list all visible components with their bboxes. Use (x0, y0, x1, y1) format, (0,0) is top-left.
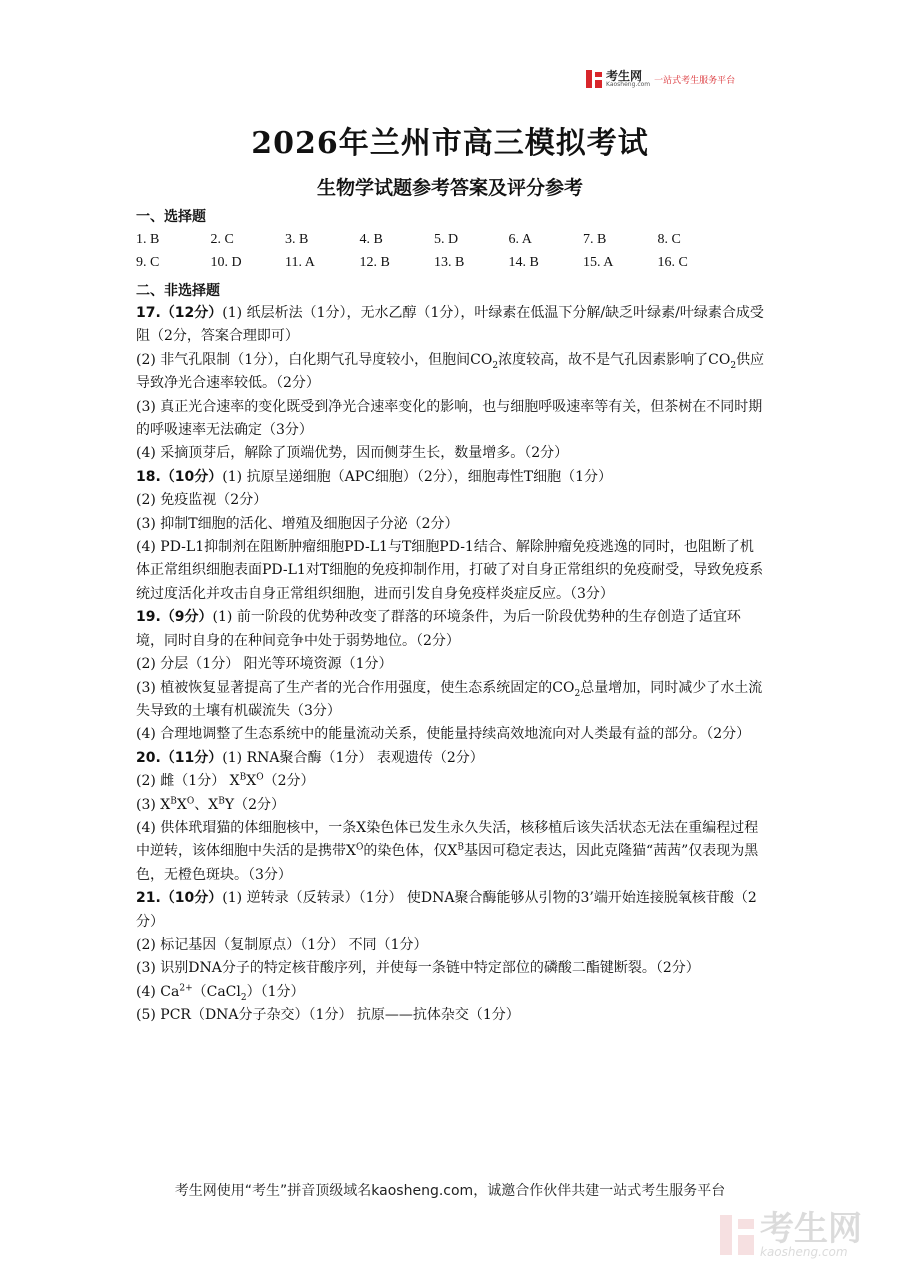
q19-part3: (3) 植被恢复显著提高了生产者的光合作用强度，使生态系统固定的$CO_2$总量增加，同时减少了水土流失导致的土壤有机碳流失（3分） (136, 679, 763, 719)
watermark-url: kaosheng.com (760, 1245, 848, 1259)
choice-answer: 3. B (285, 232, 309, 247)
q19-part4: (4) 合理地调整了生态系统中的能量流动关系，使能量持续高效地流向对人类最有益的部分。（2分） (136, 726, 751, 743)
q18-part2: (2) 免疫监视（2分） (136, 492, 268, 509)
question-number: 19.（9分） (136, 609, 213, 626)
choice-answer: 10. D (210, 255, 242, 270)
choice-answer-row (136, 251, 766, 274)
question-17 (136, 302, 766, 466)
logo-url: Kaosheng.com (606, 81, 651, 88)
q18-part1: 18.（10分）(1) 抗原呈递细胞（APC细胞）（2分），细胞毒性T细胞（1分） (136, 468, 612, 485)
q18-part3: (3) 抑制T细胞的活化、增殖及细胞因子分泌（2分） (136, 515, 459, 532)
q21-part3: (3) 识别DNA分子的特定核苷酸序列，并使每一条链中特定部位的磷酸二酯键断裂。（2分） (136, 960, 700, 977)
q18-part4: (4) PD-L1抑制剂在阻断肿瘤细胞PD-L1与T细胞PD-1结合、解除肿瘤免疫逃逸的同时，也阻断了机体正常组织细胞表面PD-L1对T细胞的免疫抑制作用，打破了对自身正常组织的免疫耐受，导致免疫系统过度活化并攻击自身正常组织细胞，进而引发自身免疫样炎症反应。（3分） (136, 539, 764, 602)
q20-part4: (4) 供体玳瑁猫的体细胞核中，一条X染色体已发生永久失活，核移植后该失活状态无法在重编程过程中逆转，该体细胞中失活的是携带$X^O$的染色体，仅$X^B$基因可稳定表达，因此克隆猫“茜茜”仅表现为黑色，无橙色斑块。（3分） (136, 819, 759, 883)
section-heading-nonchoice: 二、非选择题 (136, 283, 220, 299)
choice-answer: 11. A (285, 255, 315, 270)
logo-name: 考生网 (606, 69, 643, 83)
choice-answer: 2. C (210, 232, 234, 247)
question-20 (136, 747, 766, 887)
choice-answer: 9. C (136, 255, 160, 270)
q19-part1: 19.（9分）(1) 前一阶段的优势种改变了群落的环境条件，为后一阶段优势种的生存创造了适宜环境，同时自身的在种间竞争中处于弱势地位。（2分） (136, 609, 741, 649)
q21-part2: (2) 标记基因（复制原点）（1分） 不同（1分） (136, 936, 428, 953)
q21-part5: (5) PCR（DNA分子杂交）（1分） 抗原——抗体杂交（1分） (136, 1007, 520, 1024)
q17-part2: (2) 非气孔限制（1分），白化期气孔导度较小，但胞间$CO_2$浓度较高，故不是气孔因素影响了$CO_2$供应导致净光合速率较低。（2分） (136, 351, 765, 392)
choice-answer: 7. B (583, 232, 607, 247)
q17-part3: (3) 真正光合速率的变化既受到净光合速率变化的影响，也与细胞呼吸速率等有关，但茶树在不同时期的呼吸速率无法确定（3分） (136, 398, 763, 439)
choice-answer: 14. B (508, 255, 539, 270)
question-number: 18.（10分） (136, 468, 223, 485)
q19-part2: (2) 分层（1分） 阳光等环境资源（1分） (136, 656, 393, 673)
kaosheng-watermark-icon (720, 1215, 754, 1255)
section-heading-choice: 一、选择题 (136, 209, 206, 225)
q17-part1: 17.（12分）(1) 纸层析法（1分），无水乙醇（1分），叶绿素在低温下分解/缺乏叶绿素/叶绿素合成受阻（2分，答案合理即可） (136, 305, 764, 345)
watermark-name: 考生网 (760, 1209, 862, 1249)
question-21 (136, 887, 766, 1027)
choice-answer: 5. D (434, 232, 459, 247)
choice-answer-row (136, 228, 766, 251)
question-19 (136, 606, 766, 746)
choice-answer: 13. B (434, 255, 465, 270)
kaosheng-logo-icon (586, 70, 602, 88)
choice-answer: 1. B (136, 232, 160, 247)
q20-part3: (3) $X^BX^O$、$X^BY(2$分） (136, 795, 285, 813)
q20-part2: (2) 雌（1分） $X^BX^O(2$分） (136, 772, 315, 790)
choice-answer: 4. B (359, 232, 383, 247)
choice-answer: 6. A (508, 232, 532, 247)
q20-part1: 20.（11分）(1) RNA聚合酶（1分） 表观遗传（2分） (136, 749, 484, 766)
q21-part4: (4) $Ca^{2+}(CaCl_2)(1$分） (136, 983, 305, 1003)
question-number: 20.（11分） (136, 749, 223, 766)
page-subtitle: 生物学试题参考答案及评分参考 (316, 177, 583, 199)
page-title: 2026年兰州市高三模拟考试 (251, 126, 649, 161)
answer-content (136, 206, 766, 1028)
q17-part4: (4) 采摘顶芽后，解除了顶端优势，因而侧芽生长，数量增多。（2分） (136, 445, 569, 462)
header-logo (586, 70, 735, 88)
page-footer: 考生网使用“考生”拼音顶级域名kaosheng.com，诚邀合作伙伴共建一站式考生服务平台 (174, 1183, 726, 1199)
choice-answer: 12. B (359, 255, 390, 270)
q21-part1: 21.（10分）(1) 逆转录（反转录）（1分） 使DNA聚合酶能够从引物的3’端开始连接脱氧核苷酸（2分） (136, 890, 757, 930)
watermark-logo (720, 1209, 862, 1259)
choice-answer: 8. C (657, 232, 681, 247)
logo-slogan: 一站式考生服务平台 (654, 75, 736, 86)
choice-answer: 16. C (657, 255, 688, 270)
question-number: 17.（12分） (136, 305, 223, 321)
choice-answer: 15. A (583, 255, 614, 270)
question-number: 21.（10分） (136, 890, 223, 907)
question-18 (136, 466, 766, 606)
